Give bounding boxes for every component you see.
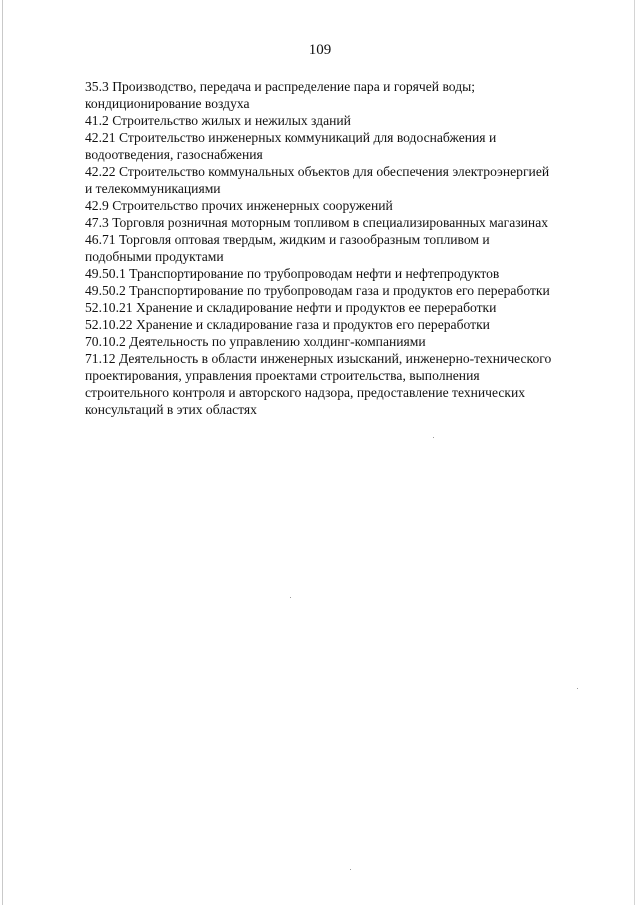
entry-line: 52.10.22 Хранение и складирование газа и продуктов его переработки	[85, 317, 490, 332]
scan-speck	[290, 597, 291, 598]
list-item	[85, 299, 615, 316]
list-item	[85, 78, 615, 112]
list-item	[85, 231, 615, 265]
entry-line: водоотведения, газоснабжения	[85, 147, 263, 162]
entry-line: строительного контроля и авторского надзора, предоставление технических	[85, 385, 526, 400]
entry-line: 71.12 Деятельность в области инженерных изысканий, инженерно-технического	[85, 351, 552, 366]
list-item	[85, 333, 615, 350]
entry-line: 70.10.2 Деятельность по управлению холдинг-компаниями	[85, 334, 426, 349]
scan-speck	[350, 869, 351, 870]
entry-line: 41.2 Строительство жилых и нежилых зданий	[85, 113, 351, 128]
entry-line: 42.21 Строительство инженерных коммуникаций для водоснабжения и	[85, 130, 497, 145]
entry-line: и телекоммуникациями	[85, 181, 221, 196]
list-item	[85, 129, 615, 163]
activity-code-list	[85, 78, 615, 418]
entry-line: проектирования, управления проектами строительства, выполнения	[85, 368, 480, 383]
list-item	[85, 265, 615, 282]
entry-line: 42.9 Строительство прочих инженерных сооружений	[85, 198, 393, 213]
page-edge-left	[2, 0, 3, 905]
list-item	[85, 197, 615, 214]
page-number: 109	[308, 42, 332, 58]
list-item	[85, 112, 615, 129]
list-item	[85, 214, 615, 231]
list-item	[85, 282, 615, 299]
entry-line: 35.3 Производство, передача и распределение пара и горячей воды;	[85, 79, 476, 94]
entry-line: 42.22 Строительство коммунальных объектов для обеспечения электроэнергией	[85, 164, 550, 179]
entry-line: 47.3 Торговля розничная моторным топливом в специализированных магазинах	[85, 215, 549, 230]
list-item	[85, 350, 615, 418]
entry-line: 52.10.21 Хранение и складирование нефти и продуктов ее переработки	[85, 300, 497, 315]
entry-line: 49.50.2 Транспортирование по трубопроводам газа и продуктов его переработки	[85, 283, 550, 298]
entry-line: 49.50.1 Транспортирование по трубопроводам нефти и нефтепродуктов	[85, 266, 500, 281]
list-item	[85, 316, 615, 333]
page-edge-right	[634, 0, 635, 905]
entry-line: подобными продуктами	[85, 249, 224, 264]
list-item	[85, 163, 615, 197]
entry-line: кондиционирование воздуха	[85, 96, 250, 111]
entry-line: 46.71 Торговля оптовая твердым, жидким и газообразным топливом и	[85, 232, 490, 247]
scan-speck	[433, 437, 434, 438]
entry-line: консультаций в этих областях	[85, 402, 257, 417]
scan-speck	[577, 688, 578, 689]
